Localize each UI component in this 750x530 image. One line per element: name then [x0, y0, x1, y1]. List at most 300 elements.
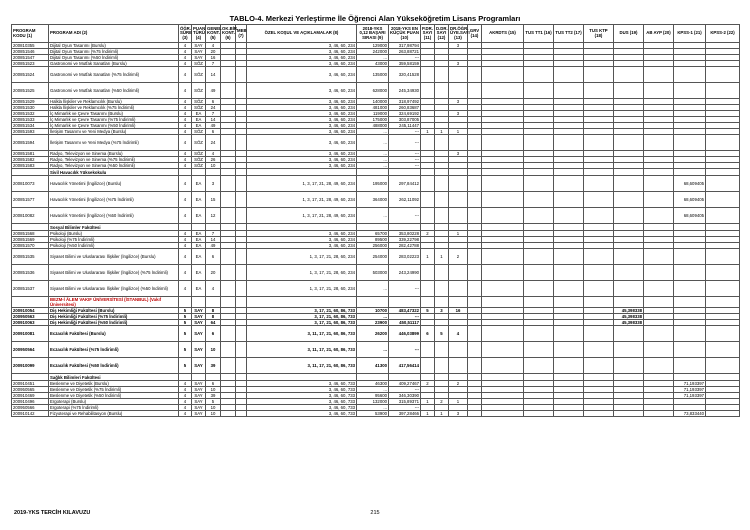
- table-cell: [236, 326, 247, 342]
- table-cell: [236, 192, 247, 208]
- table-cell: EA: [192, 117, 206, 123]
- table-cell: SÖZ: [192, 135, 206, 151]
- table-cell: ---: [389, 157, 421, 163]
- table-cell: [435, 265, 449, 281]
- table-cell: 200851537: [12, 281, 49, 297]
- table-cell: ---: [389, 387, 421, 393]
- table-cell: [421, 135, 435, 151]
- table-cell: ...: [357, 405, 389, 411]
- table-cell: EA: [192, 249, 206, 265]
- column-header: AKRDTS (15): [482, 25, 524, 43]
- table-cell: SÖZ: [192, 67, 206, 83]
- table-cell: EA: [192, 281, 206, 297]
- table-cell: 132000: [357, 399, 389, 405]
- table-cell: 4: [179, 157, 192, 163]
- table-cell: 200851577: [12, 192, 49, 208]
- table-cell: SAY: [192, 393, 206, 399]
- table-cell: [706, 176, 740, 192]
- table-cell: SAY: [192, 49, 206, 55]
- table-cell: [524, 176, 554, 192]
- table-cell: [554, 342, 584, 358]
- table-cell: 26200: [357, 326, 389, 342]
- table-cell: [584, 249, 614, 265]
- table-cell: [644, 208, 674, 224]
- table-cell: 200950564: [12, 342, 49, 358]
- table-cell: 200810073: [12, 176, 49, 192]
- table-cell: 243,24990: [389, 265, 421, 281]
- table-cell: Havacılık Yönetimi (İngilizce) (%50 İndirimli): [49, 208, 179, 224]
- table-cell: 4: [179, 208, 192, 224]
- table-cell: 245,11447: [389, 123, 421, 129]
- table-cell: 3, 46, 60, 234: [247, 117, 357, 123]
- table-cell: [449, 83, 468, 99]
- table-cell: 4: [206, 43, 221, 49]
- table-cell: 200851594: [12, 135, 49, 151]
- table-cell: [421, 192, 435, 208]
- table-cell: ---: [389, 314, 421, 320]
- table-cell: [554, 411, 584, 417]
- table-cell: Havacılık Yönetimi (İngilizce) (%75 İndirimli): [49, 192, 179, 208]
- table-cell: SAY: [192, 381, 206, 387]
- table-cell: [584, 135, 614, 151]
- table-cell: 1: [421, 411, 435, 417]
- table-cell: SÖZ: [192, 163, 206, 169]
- table-cell: Halkla İlişkiler ve Reklamcılık (Burslu): [49, 99, 179, 105]
- table-cell: Radyo, Televizyon ve Sinema (Burslu): [49, 151, 179, 157]
- table-cell: [482, 411, 524, 417]
- table-cell: 317,98794: [389, 43, 421, 49]
- table-cell: 4: [206, 151, 221, 157]
- table-cell: 49: [206, 123, 221, 129]
- university-header-row: [12, 297, 740, 308]
- table-cell: [435, 342, 449, 358]
- table-cell: [468, 342, 482, 358]
- table-cell: 283,02223: [389, 249, 421, 265]
- table-cell: 200851582: [12, 157, 49, 163]
- table-cell: 16: [449, 308, 468, 314]
- table-cell: 65700: [357, 231, 389, 237]
- table-cell: 339,22798: [389, 237, 421, 243]
- table-cell: Dijital Oyun Tasarımı (%50 İndirimli): [49, 55, 179, 61]
- table-cell: [221, 67, 236, 83]
- table-cell: 71,193397: [674, 387, 706, 393]
- table-cell: 200810355: [12, 43, 49, 49]
- column-header: GRV (14): [468, 25, 482, 43]
- table-cell: Beslenme ve Diyetetik (%50 İndirimli): [49, 393, 179, 399]
- table-cell: 6: [206, 99, 221, 105]
- table-cell: 200910054: [12, 308, 49, 314]
- table-cell: Dijital Oyun Tasarımı (Burslu): [49, 43, 179, 49]
- table-cell: 2: [421, 381, 435, 387]
- table-cell: 3: [449, 61, 468, 67]
- table-cell: 4: [179, 111, 192, 117]
- table-cell: [221, 411, 236, 417]
- table-cell: SAY: [192, 55, 206, 61]
- table-cell: 3, 46, 60, 733: [247, 381, 357, 387]
- table-cell: 5: [179, 358, 192, 374]
- table-cell: [236, 249, 247, 265]
- table-row: [12, 320, 740, 326]
- table-cell: 200851523: [12, 61, 49, 67]
- table-cell: 200810082: [12, 208, 49, 224]
- table-cell: 4: [206, 281, 221, 297]
- table-cell: 3: [449, 111, 468, 117]
- table-cell: 195000: [357, 176, 389, 192]
- table-cell: Halkla İlişkiler ve Reklamcılık (%75 İndirimli): [49, 105, 179, 111]
- table-cell: SAY: [192, 358, 206, 374]
- table-cell: 3, 46, 60, 234: [247, 123, 357, 129]
- table-cell: [706, 342, 740, 358]
- table-cell: 200950563: [12, 314, 49, 320]
- table-cell: 200910451: [12, 381, 49, 387]
- table-cell: [644, 265, 674, 281]
- programs-table: [11, 24, 740, 417]
- table-cell: ...: [357, 157, 389, 163]
- table-cell: 45,398338: [614, 320, 644, 326]
- section-label: Sivil Havacılık Yüksekokulu: [49, 169, 179, 176]
- table-cell: [449, 192, 468, 208]
- table-cell: [614, 249, 644, 265]
- table-cell: SÖZ: [192, 157, 206, 163]
- column-header: ÖĞR. SÜRE (3): [179, 25, 192, 43]
- table-cell: 73,833440: [674, 411, 706, 417]
- table-cell: [524, 208, 554, 224]
- column-header: PROGRAM ADI (2): [49, 25, 179, 43]
- column-header: AB AYP (20): [644, 25, 674, 43]
- table-cell: [468, 281, 482, 297]
- table-cell: [421, 342, 435, 358]
- table-cell: İç Mimarlık ve Çevre Tasarımı (Burslu): [49, 111, 179, 117]
- column-header: D.DR. SAYI (12): [435, 25, 449, 43]
- table-cell: Eczacılık Fakültesi (%50 İndirimli): [49, 358, 179, 374]
- column-header: PUAN TÜRÜ (4): [192, 25, 206, 43]
- table-cell: 71,193397: [674, 393, 706, 399]
- table-cell: SÖZ: [192, 151, 206, 157]
- table-cell: 3, 46, 60, 234: [247, 231, 357, 237]
- table-cell: 483,47322: [389, 308, 421, 314]
- table-cell: [524, 265, 554, 281]
- table-cell: [435, 208, 449, 224]
- column-header: DR.ÖĞR. ÜYE.SAYI (13): [449, 25, 468, 43]
- table-cell: [554, 265, 584, 281]
- table-cell: 4: [179, 99, 192, 105]
- table-cell: [554, 249, 584, 265]
- table-cell: EA: [192, 231, 206, 237]
- table-header-row: [12, 25, 740, 43]
- table-cell: 4: [179, 55, 192, 61]
- table-cell: 353,80228: [389, 231, 421, 237]
- column-header: 2018-YKS 0,12 BAŞARI SIRASI (9): [357, 25, 389, 43]
- table-cell: 4: [179, 192, 192, 208]
- table-cell: 4: [179, 135, 192, 151]
- table-cell: SÖZ: [192, 83, 206, 99]
- table-cell: 1: [435, 129, 449, 135]
- table-cell: [706, 249, 740, 265]
- footer-guide-title: 2019-YKS TERCİH KILAVUZU: [14, 510, 91, 516]
- table-cell: [482, 249, 524, 265]
- table-cell: [482, 326, 524, 342]
- table-cell: Psikoloji (%50 İndirimli): [49, 243, 179, 249]
- table-cell: 200851524: [12, 67, 49, 83]
- table-cell: [236, 342, 247, 358]
- table-cell: 318,97492: [389, 99, 421, 105]
- column-header: MEB (7): [236, 25, 247, 43]
- table-cell: 4: [179, 237, 192, 243]
- table-cell: [221, 281, 236, 297]
- table-cell: 3: [449, 411, 468, 417]
- table-cell: [435, 192, 449, 208]
- table-cell: 2: [449, 381, 468, 387]
- table-cell: 45,398338: [614, 308, 644, 314]
- table-cell: [482, 265, 524, 281]
- table-cell: 1: [435, 411, 449, 417]
- table-cell: İletişim Tasarımı ve Yeni Medya (%75 İndirimli): [49, 135, 179, 151]
- table-cell: 200851535: [12, 249, 49, 265]
- table-cell: 481000: [357, 105, 389, 111]
- table-cell: [524, 249, 554, 265]
- table-cell: [614, 135, 644, 151]
- table-cell: EA: [192, 265, 206, 281]
- table-cell: [554, 135, 584, 151]
- table-cell: [236, 411, 247, 417]
- table-cell: ...: [357, 129, 389, 135]
- table-cell: 5: [179, 326, 192, 342]
- table-cell: 10: [206, 342, 221, 358]
- table-cell: 64: [206, 320, 221, 326]
- table-cell: [449, 281, 468, 297]
- table-cell: [468, 83, 482, 99]
- table-cell: [524, 342, 554, 358]
- table-cell: 5: [179, 342, 192, 358]
- table-cell: 200851547: [12, 55, 49, 61]
- table-cell: 1: [449, 399, 468, 405]
- table-cell: [468, 326, 482, 342]
- table-cell: [674, 249, 706, 265]
- table-cell: [221, 326, 236, 342]
- table-cell: 3: [449, 43, 468, 49]
- table-cell: 14: [206, 237, 221, 243]
- table-cell: 200851529: [12, 99, 49, 105]
- table-cell: [614, 83, 644, 99]
- table-cell: [468, 208, 482, 224]
- table-cell: 71,193397: [674, 381, 706, 387]
- table-cell: [584, 67, 614, 83]
- table-cell: 1, 3, 17, 21, 28, 49, 60, 234: [247, 176, 357, 192]
- table-cell: [524, 135, 554, 151]
- table-cell: Radyo, Televizyon ve Sinema (%75 İndirimli): [49, 157, 179, 163]
- table-cell: 20: [206, 265, 221, 281]
- table-cell: [584, 411, 614, 417]
- table-cell: 49: [206, 243, 221, 249]
- section-label: Sağlık Bilimleri Fakültesi: [49, 374, 179, 381]
- table-cell: ...: [357, 55, 389, 61]
- table-cell: 3, 11, 17, 21, 60, 86, 733: [247, 326, 357, 342]
- table-cell: 200851530: [12, 105, 49, 111]
- column-header: OK.BİR. KONT. (6): [221, 25, 236, 43]
- table-cell: 10: [206, 411, 221, 417]
- table-cell: [449, 265, 468, 281]
- table-cell: 260,83687: [389, 105, 421, 111]
- table-cell: 5: [435, 326, 449, 342]
- table-cell: 4: [179, 393, 192, 399]
- table-cell: 3, 46, 60, 234: [247, 49, 357, 55]
- table-cell: 10700: [357, 308, 389, 314]
- table-cell: [524, 192, 554, 208]
- table-cell: 5: [421, 308, 435, 314]
- table-cell: ---: [389, 281, 421, 297]
- table-cell: [524, 326, 554, 342]
- table-cell: SÖZ: [192, 61, 206, 67]
- table-cell: [674, 83, 706, 99]
- table-cell: 7: [206, 231, 221, 237]
- table-cell: 4: [179, 387, 192, 393]
- table-cell: [449, 342, 468, 358]
- table-cell: 12: [206, 208, 221, 224]
- table-cell: 3: [206, 176, 221, 192]
- table-cell: 68,609405: [674, 192, 706, 208]
- table-cell: 8: [206, 308, 221, 314]
- table-cell: 200851583: [12, 163, 49, 169]
- table-cell: [482, 281, 524, 297]
- table-cell: 14: [206, 117, 221, 123]
- table-cell: SAY: [192, 399, 206, 405]
- table-cell: Psikoloji (Burslu): [49, 231, 179, 237]
- table-cell: 135000: [357, 67, 389, 83]
- table-cell: 4: [179, 43, 192, 49]
- table-cell: 4: [179, 405, 192, 411]
- table-cell: [554, 176, 584, 192]
- table-cell: 6: [206, 129, 221, 135]
- table-cell: 26: [206, 157, 221, 163]
- table-cell: 49: [206, 83, 221, 99]
- table-cell: 242000: [357, 49, 389, 55]
- table-row: [12, 135, 740, 151]
- table-cell: 4: [179, 151, 192, 157]
- table-cell: 46300: [357, 381, 389, 387]
- column-header: DUS (19): [614, 25, 644, 43]
- table-cell: [435, 358, 449, 374]
- table-cell: 297,84412: [389, 176, 421, 192]
- table-cell: [584, 176, 614, 192]
- table-cell: ...: [357, 342, 389, 358]
- table-cell: [221, 249, 236, 265]
- table-cell: ---: [389, 129, 421, 135]
- table-cell: [524, 67, 554, 83]
- table-cell: [584, 281, 614, 297]
- table-cell: 3, 17, 21, 60, 86, 733: [247, 314, 357, 320]
- table-row: [12, 358, 740, 374]
- table-cell: 3, 46, 60, 234: [247, 43, 357, 49]
- table-cell: 7: [206, 61, 221, 67]
- table-row: [12, 192, 740, 208]
- table-cell: [482, 83, 524, 99]
- table-cell: 5: [206, 399, 221, 405]
- table-cell: 4: [179, 129, 192, 135]
- table-cell: 3: [449, 99, 468, 105]
- table-cell: 417,56414: [389, 358, 421, 374]
- section-header-row: [12, 224, 740, 231]
- table-cell: 140000: [357, 99, 389, 105]
- table-cell: [236, 208, 247, 224]
- table-cell: 200851532: [12, 111, 49, 117]
- table-cell: İletişim Tasarımı ve Yeni Medya (Burslu): [49, 129, 179, 135]
- table-cell: 7: [206, 111, 221, 117]
- column-header: TUS TT2 (17): [554, 25, 584, 43]
- table-cell: 3, 46, 60, 234: [247, 163, 357, 169]
- table-cell: 4: [179, 381, 192, 387]
- table-cell: Gastronomi ve Mutfak Sanatları (%50 İndirimli): [49, 83, 179, 99]
- section-header-row: [12, 374, 740, 381]
- table-cell: [674, 265, 706, 281]
- table-cell: SAY: [192, 326, 206, 342]
- table-cell: [421, 281, 435, 297]
- table-cell: [644, 326, 674, 342]
- table-cell: 4: [179, 243, 192, 249]
- table-cell: [614, 326, 644, 342]
- table-cell: 1: [421, 249, 435, 265]
- table-cell: [706, 358, 740, 374]
- table-cell: [468, 67, 482, 83]
- column-header: KPSS-1 (21): [674, 25, 706, 43]
- table-cell: 200910063: [12, 320, 49, 326]
- table-cell: 4: [179, 67, 192, 83]
- table-cell: 43000: [357, 61, 389, 67]
- table-cell: [524, 83, 554, 99]
- table-cell: Radyo, Televizyon ve Sinema (%50 İndirimli): [49, 163, 179, 169]
- table-cell: [524, 281, 554, 297]
- table-cell: 24: [206, 105, 221, 111]
- table-cell: 8: [206, 314, 221, 320]
- column-header: ÖZEL KOŞUL VE AÇIKLAMALAR (8): [247, 25, 357, 43]
- table-cell: [449, 208, 468, 224]
- table-cell: [644, 83, 674, 99]
- table-cell: 200851533: [12, 117, 49, 123]
- table-cell: 364000: [357, 192, 389, 208]
- table-cell: 4: [179, 163, 192, 169]
- table-cell: [554, 67, 584, 83]
- table-cell: 200851569: [12, 237, 49, 243]
- table-cell: 45,398338: [614, 314, 644, 320]
- table-row: [12, 208, 740, 224]
- table-cell: [221, 208, 236, 224]
- table-cell: 200950565: [12, 387, 49, 393]
- table-cell: 6: [206, 249, 221, 265]
- table-cell: [236, 176, 247, 192]
- table-cell: [449, 358, 468, 374]
- table-cell: 4: [179, 105, 192, 111]
- table-cell: [674, 67, 706, 83]
- table-cell: [644, 342, 674, 358]
- table-cell: İç Mimarlık ve Çevre Tasarımı (%50 İndirimli): [49, 123, 179, 129]
- table-cell: [644, 192, 674, 208]
- table-cell: 3, 11, 17, 21, 60, 86, 733: [247, 358, 357, 374]
- table-row: [12, 281, 740, 297]
- table-cell: 2: [435, 399, 449, 405]
- table-cell: 3, 46, 60, 234: [247, 99, 357, 105]
- column-header: TUS KTP (18): [584, 25, 614, 43]
- table-cell: 5: [179, 320, 192, 326]
- table-cell: 200910496: [12, 399, 49, 405]
- table-cell: 450,51117: [389, 320, 421, 326]
- table-cell: 4: [179, 231, 192, 237]
- table-cell: 1: [421, 129, 435, 135]
- table-cell: [421, 358, 435, 374]
- table-cell: SAY: [192, 43, 206, 49]
- table-cell: 3, 46, 60, 733: [247, 399, 357, 405]
- table-cell: 3, 46, 60, 234: [247, 135, 357, 151]
- table-cell: [706, 67, 740, 83]
- table-cell: [435, 83, 449, 99]
